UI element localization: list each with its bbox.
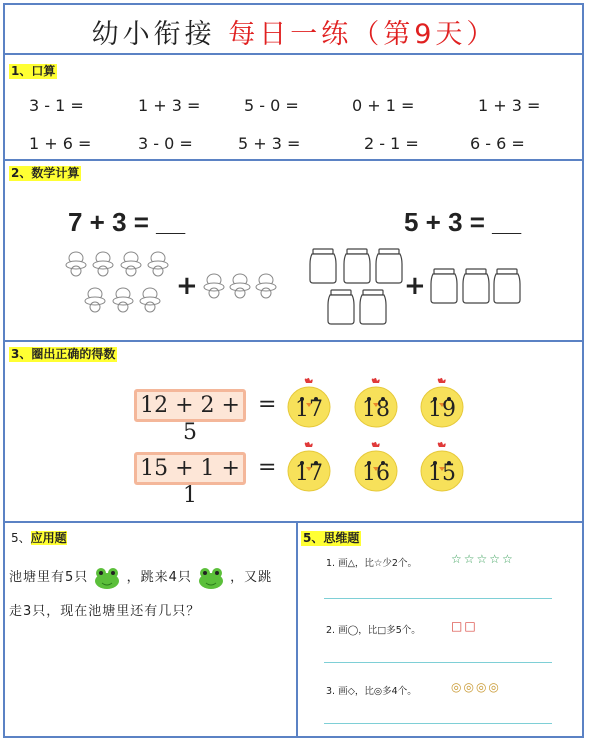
option-number: 17 xyxy=(295,397,323,422)
answer-line[interactable] xyxy=(324,662,552,663)
oral-item: 3 - 1 = xyxy=(29,96,84,115)
answer-option[interactable] xyxy=(419,377,465,429)
expression-box: 15 + 1 + 1 xyxy=(134,452,246,485)
jar-icon xyxy=(360,290,386,324)
equals-sign: = xyxy=(258,455,277,480)
star-shapes: ☆☆☆☆☆ xyxy=(451,552,515,566)
option-number: 16 xyxy=(362,461,390,486)
frog-icon xyxy=(93,566,121,590)
ring-shapes: ◎◎◎◎ xyxy=(451,680,501,694)
oral-item: 2 - 1 = xyxy=(364,134,419,153)
square-shapes: □□ xyxy=(451,619,478,633)
jar-icon xyxy=(431,269,457,303)
oral-item: 5 + 3 = xyxy=(238,134,301,153)
jar-icon xyxy=(328,290,354,324)
pacifier-icon xyxy=(140,288,160,312)
equals-sign: = xyxy=(258,392,277,417)
oral-item: 3 - 0 = xyxy=(138,134,193,153)
answer-option[interactable] xyxy=(419,441,465,493)
answer-option[interactable] xyxy=(286,377,332,429)
pacifier-icon xyxy=(204,274,224,298)
plus-sign: + xyxy=(176,271,198,301)
expression-box: 12 + 2 + 5 xyxy=(134,389,246,422)
section-calc-label: 2、数学计算 xyxy=(11,166,80,180)
title-black: 幼小衔接 xyxy=(91,19,216,50)
section-word-label xyxy=(9,531,69,546)
calc-equation-right: 5 + 3 = __ xyxy=(404,207,522,237)
think-question: 1. 画△，比☆少2个。 xyxy=(326,558,417,569)
plus-sign: + xyxy=(404,271,426,301)
title-red: 每日一练（第9天） xyxy=(228,19,498,50)
think-question: 3. 画◇，比◎多4个。 xyxy=(326,686,417,697)
story-part: ，跳来4只 xyxy=(126,570,192,585)
oral-item: 1 + 3 = xyxy=(138,96,201,115)
pacifier-icon xyxy=(113,288,133,312)
pacifier-icon xyxy=(93,252,113,276)
pacifier-icon xyxy=(121,252,141,276)
option-number: 18 xyxy=(362,397,390,422)
word-problem-line1 xyxy=(9,562,294,594)
option-number: 17 xyxy=(295,461,323,486)
section-title: 应用题 xyxy=(30,531,67,545)
option-number: 15 xyxy=(428,461,456,486)
section-think-label: 5、思维题 xyxy=(303,531,360,545)
answer-option[interactable] xyxy=(353,377,399,429)
calc-equation-left: 7 + 3 = __ xyxy=(68,207,186,237)
story-part: ，又跳 xyxy=(230,570,273,585)
section-number: 5、 xyxy=(11,531,31,545)
answer-option[interactable] xyxy=(286,441,332,493)
pacifier-icon xyxy=(230,274,250,298)
jar-icon xyxy=(494,269,520,303)
oral-item: 1 + 6 = xyxy=(29,134,92,153)
oral-item: 1 + 3 = xyxy=(478,96,541,115)
section-choose-label: 3、圈出正确的得数 xyxy=(11,347,116,361)
oral-item: 6 - 6 = xyxy=(470,134,525,153)
oral-item: 5 - 0 = xyxy=(244,96,299,115)
pacifier-icon xyxy=(256,274,276,298)
pacifier-icon xyxy=(66,252,86,276)
pacifier-icon xyxy=(148,252,168,276)
oral-item: 0 + 1 = xyxy=(352,96,415,115)
think-question: 2. 画◯，比□多5个。 xyxy=(326,625,421,636)
word-problem-line2: 走3只，现在池塘里还有几只？ xyxy=(9,604,201,619)
answer-line[interactable] xyxy=(324,723,552,724)
jar-icon xyxy=(310,249,336,283)
section-oral-label: 1、口算 xyxy=(11,64,56,78)
jar-icon xyxy=(463,269,489,303)
pacifier-icon xyxy=(85,288,105,312)
jar-icon xyxy=(344,249,370,283)
story-part: 池塘里有5只 xyxy=(9,570,89,585)
option-number: 19 xyxy=(428,397,456,422)
answer-line[interactable] xyxy=(324,598,552,599)
answer-option[interactable] xyxy=(353,441,399,493)
frog-icon xyxy=(197,566,225,590)
jar-icon xyxy=(376,249,402,283)
